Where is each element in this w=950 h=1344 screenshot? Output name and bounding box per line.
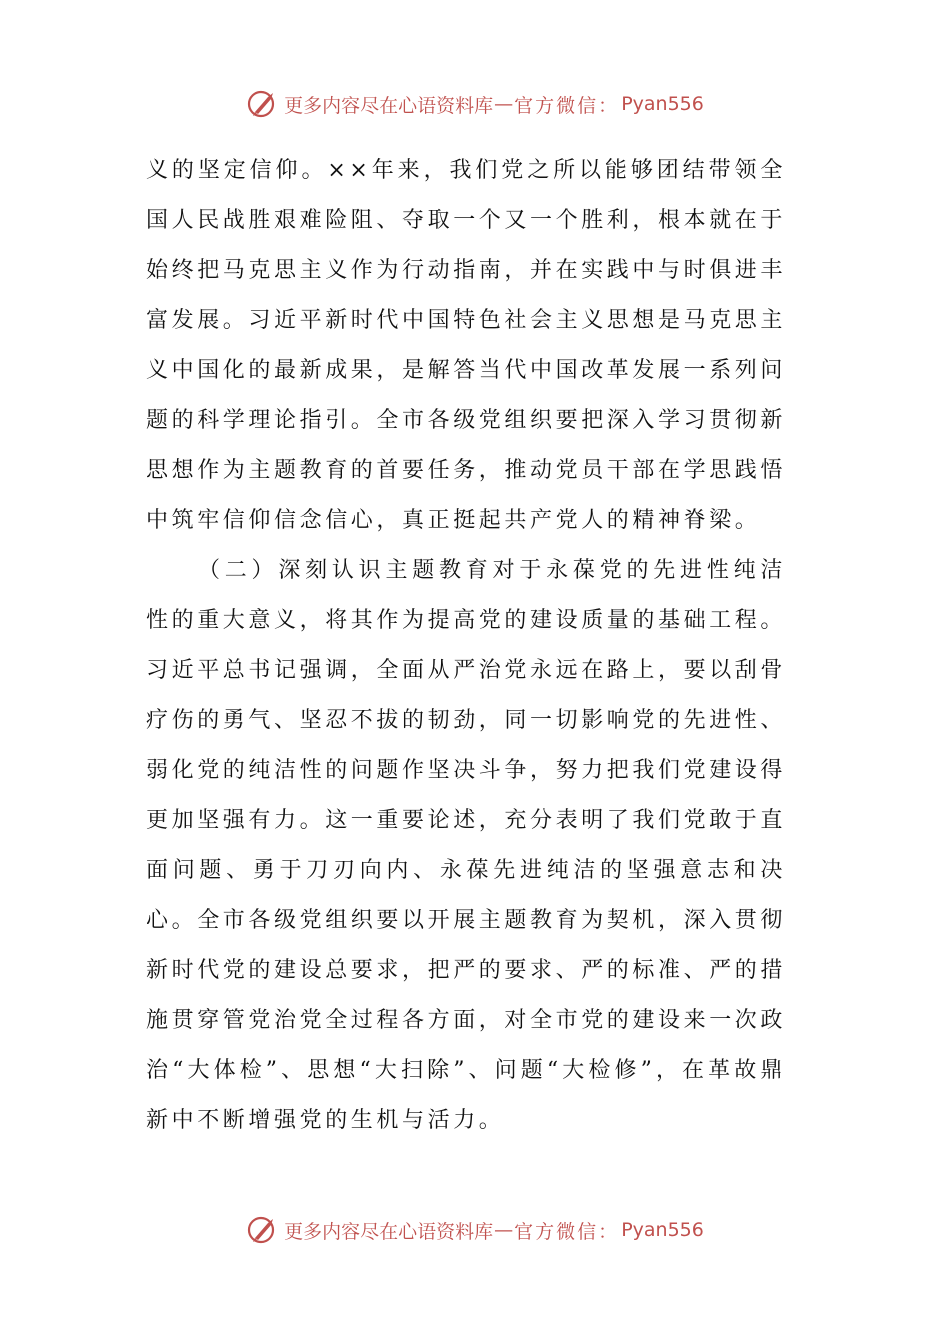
watermark-wechat-id: Pyan556 xyxy=(621,1219,704,1241)
document-body xyxy=(146,146,786,1146)
header-watermark xyxy=(0,84,950,124)
watermark-site-name: 更多内容尽在心语资料库 xyxy=(284,1220,494,1243)
watermark-separator: — xyxy=(494,1219,514,1241)
watermark-wechat-id: Pyan556 xyxy=(621,93,704,115)
body-paragraph: 义的坚定信仰。××年来，我们党之所以能够团结带领全国人民战胜艰难险阻、夺取一个又一个胜利，根本就在于始终把马克思主义作为行动指南，并在实践中与时俱进丰富发展。习近平新时代中国特色社会主义思想是马克思主义中国化的最新成果，是解答当代中国改革发展一系列问题的科学理论指引。全市各级党组织要把深入学习贯彻新思想作为主题教育的首要任务，推动党员干部在学思践悟中筑牢信仰信念信心，真正挺起共产党人的精神脊梁。 xyxy=(146,158,787,533)
body-paragraph-section-2: （二）深刻认识主题教育对于永葆党的先进性纯洁性的重大意义，将其作为提高党的建设质量的基础工程。习近平总书记强调，全面从严治党永远在路上，要以刮骨疗伤的勇气、坚忍不拔的韧劲，同一切影响党的先进性、弱化党的纯洁性的问题作坚决斗争，努力把我们党建设得更加坚强有力。这一重要论述，充分表明了我们党敢于直面问题、勇于刀刃向内、永葆先进纯洁的坚强意志和决心。全市各级党组织要以开展主题教育为契机，深入贯彻新时代党的建设总要求，把严的要求、严的标准、严的措施贯穿管党治党全过程各方面，对全市党的建设来一次政治“大体检”、思想“大扫除”、问题“大检修”，在革故鼎新中不断增强党的生机与活力。 xyxy=(146,558,787,1133)
footer-watermark xyxy=(0,1210,950,1250)
pen-nib-logo-icon xyxy=(246,1213,280,1247)
watermark-site-name: 更多内容尽在心语资料库 xyxy=(284,94,494,117)
watermark-wechat-label: 官方微信： xyxy=(514,94,620,117)
watermark-separator: — xyxy=(494,93,514,115)
watermark-wechat-label: 官方微信： xyxy=(514,1220,620,1243)
pen-nib-logo-icon xyxy=(246,87,280,121)
